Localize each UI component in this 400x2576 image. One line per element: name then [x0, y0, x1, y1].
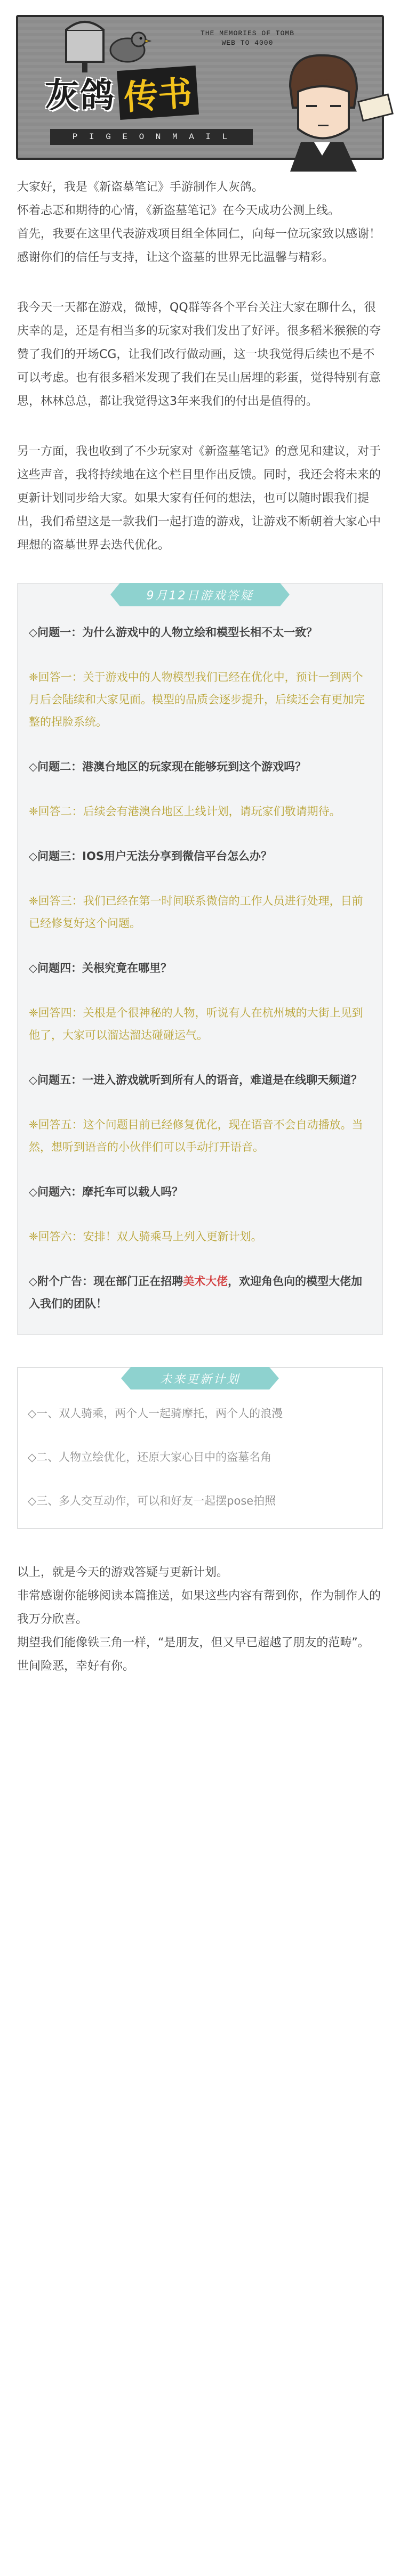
qa-answer: ❈回答六：安排！双人骑乘马上列入更新计划。 — [29, 1230, 262, 1243]
article-body — [0, 176, 400, 557]
outro-line: 以上，就是今天的游戏答疑与更新计划。 — [17, 1566, 229, 1579]
qa-answer: ❈回答二：后续会有港澳台地区上线计划，请玩家们敬请期待。 — [29, 805, 341, 818]
intro-line: 首先，我要在这里代表游戏项目组全体同仁，向每一位玩家致以感谢！感谢你们的信任与支持，让这个盗墓的世界无比温馨与精彩。 — [17, 227, 381, 264]
plan-item: ◇三、多人交互动作，可以和好友一起摆pose拍照 — [28, 1494, 276, 1507]
intro-block — [17, 176, 383, 270]
plan-item: ◇一、双人骑乘，两个人一起骑摩托，两个人的浪漫 — [28, 1407, 283, 1420]
outro-line: 期望我们能像铁三角一样，“是朋友，但又早已超越了朋友的范畴”。 — [17, 1636, 370, 1649]
qa-answer: ❈回答四：关根是个很神秘的人物，听说有人在杭州城的大街上见到他了，大家可以溜达溜达碰碰运气。 — [29, 1006, 363, 1042]
banner-subtitle: P I G E O N M A I L — [50, 129, 253, 145]
recruit-highlight: 美术大佬 — [183, 1275, 228, 1288]
header-banner — [0, 0, 400, 176]
paragraph-2: 我今天一天都在游戏，微博，QQ群等各个平台关注大家在聊什么，很庆幸的是，还是有相当多的玩家对我们发出了好评。很多稻米猴猴的夸赞了我们的开场CG，让我们改行做动画，这一块我觉得后续也不是不可以考虑。也有很多稻米发现了我们在吴山居埋的彩蛋，觉得特别有意思，林林总总，都让我觉得这3年来我们的付出是值得的。 — [17, 301, 381, 408]
qa-answer: ❈回答一：关于游戏中的人物模型我们已经在优化中，预计一到两个月后会陆续和大家见面。模型的品质会逐步提升，后续还会有更加完整的捏脸系统。 — [29, 671, 365, 728]
qa-section-title: 9月12日游戏答疑 — [120, 583, 280, 606]
qa-section — [17, 583, 383, 1335]
update-plan-section — [17, 1367, 383, 1529]
outro-block — [0, 1561, 400, 1678]
qa-question: ◇问题二：港澳台地区的玩家现在能够玩到这个游戏吗？ — [29, 760, 307, 773]
qa-question: ◇问题一：为什么游戏中的人物立绘和模型长相不太一致？ — [29, 626, 318, 639]
intro-line: 怀着忐忑和期待的心情，《新盗墓笔记》在今天成功公测上线。 — [17, 204, 340, 217]
pigeon-icon — [103, 28, 151, 65]
qa-answer: ❈回答五：这个问题目前已经修复优化，现在语音不会自动播放。当然，想听到语音的小伙伴们可以手动打开语音。 — [29, 1118, 363, 1153]
banner-eng-text: THE MEMORIES OF TOMB WEB TO 4000 — [200, 29, 295, 47]
qa-question: ◇问题五：一进入游戏就听到所有人的语音，难道是在线聊天频道？ — [29, 1074, 363, 1086]
banner-frame — [16, 15, 384, 160]
outro-line: 非常感谢你能够阅读本篇推送，如果这些内容有帮到你，作为制作人的我万分欣喜。 — [17, 1589, 381, 1626]
banner-title — [45, 68, 201, 118]
update-plan-title: 未来更新计划 — [131, 1367, 269, 1389]
intro-line: 大家好，我是《新盗墓笔记》手游制作人灰鸽。 — [17, 181, 264, 194]
qa-question: ◇问题六：摩托车可以载人吗？ — [29, 1185, 183, 1198]
qa-question: ◇问题四：关根究竟在哪里？ — [29, 962, 172, 974]
outro-line: 世间险恶，幸好有你。 — [17, 1660, 135, 1673]
qa-question: ◇问题三：IOS用户无法分享到微信平台怎么办？ — [29, 850, 272, 863]
plan-item: ◇二、人物立绘优化，还原大家心目中的盗墓名角 — [28, 1451, 272, 1464]
banner-title-highlight: 传书 — [117, 66, 199, 120]
qa-answer: ❈回答三：我们已经在第一时间联系微信的工作人员进行处理，目前已经修复好这个问题。 — [29, 895, 363, 930]
recruit-ad: ◇附个广告：现在部门正在招聘美术大佬，欢迎角色向的模型大佬加入我们的团队！ — [29, 1275, 363, 1310]
banner-title-main: 灰鸽 — [45, 76, 115, 116]
paragraph-3: 另一方面，我也收到了不少玩家对《新盗墓笔记》的意见和建议，对于这些声音，我将持续地在这个栏目里作出反馈。同时，我还会将未来的更新计划同步给大家。如果大家有任何的想法，也可以随时跟我们提出，我们希望这是一款我们一起打造的游戏，让游戏不断朝着大家心中理想的盗墓世界去迭代优化。 — [17, 445, 381, 552]
